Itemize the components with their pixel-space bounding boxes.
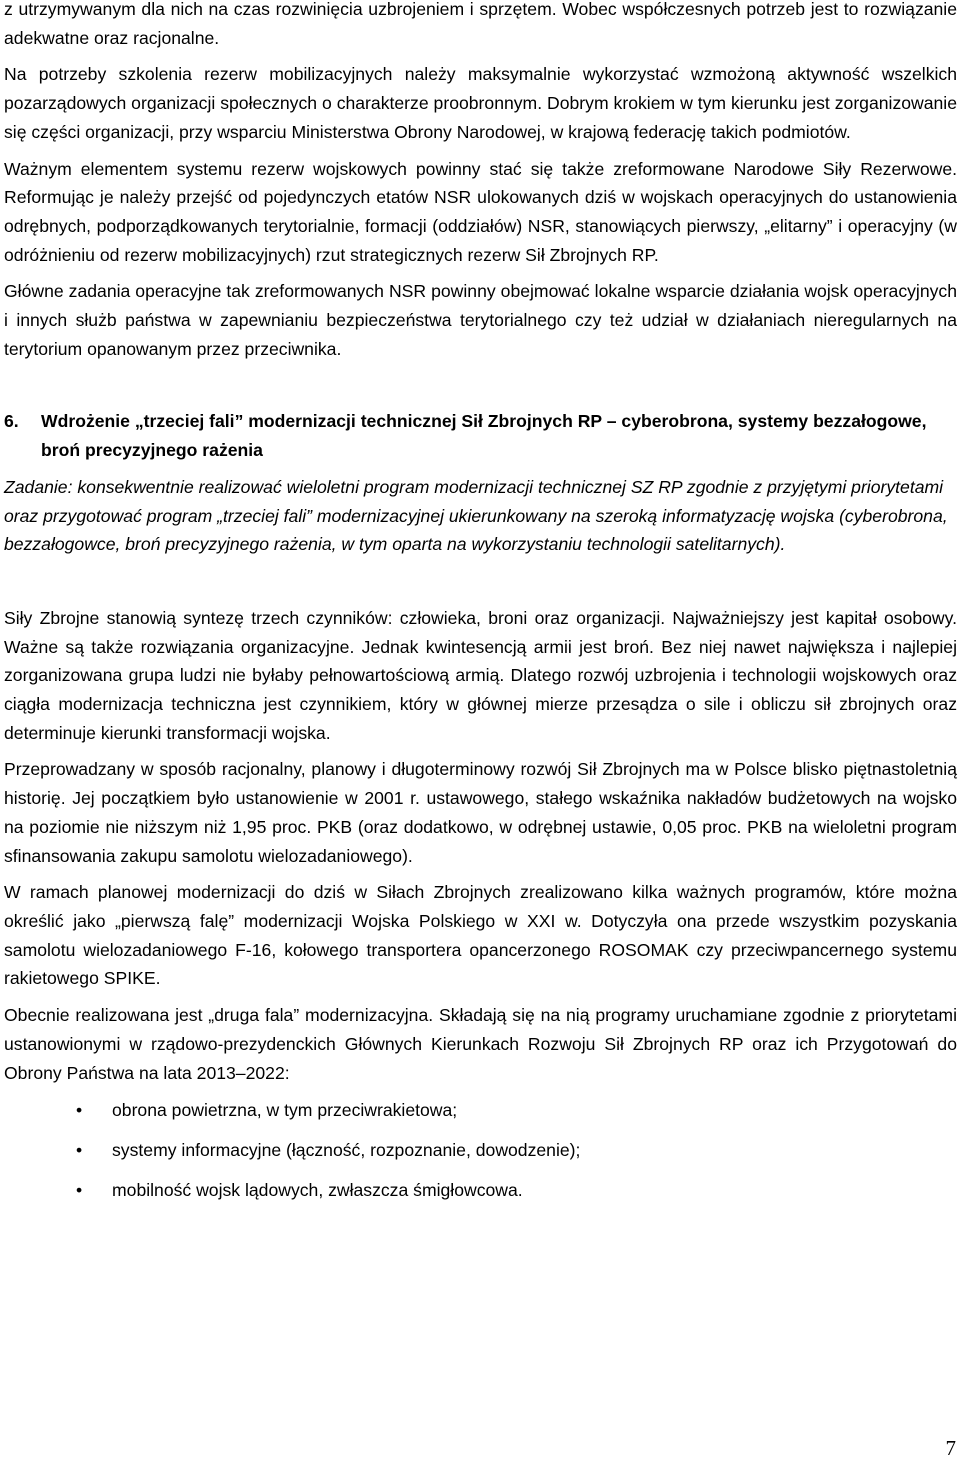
paragraph-6: Przeprowadzany w sposób racjonalny, planowy i długoterminowy rozwój Sił Zbrojnych ma w Polsce blisko piętnastoletnią historię. Jej początkiem było ustanowienie w 2001 r. ustawowego, stałego wskaźnika nakładów budżetowych na wojsko na poziomie nie niższym niż 1,95 proc. PKB (oraz dodatkowo, w odrębnej ustawie, 0,05 proc. PKB na wieloletni program sfinansowania zakupu samolotu wielozadaniowego). xyxy=(4,759,957,866)
bullet-icon: • xyxy=(76,1139,83,1160)
paragraph-7: W ramach planowej modernizacji do dziś w Siłach Zbrojnych zrealizowano kilka ważnych programów, które można określić jako „pierwszą falę” modernizacji Wojska Polskiego w XXI w. Dotyczyła ona przede wszystkim pozyskania samolotu wielozadaniowego F-16, kołowego transportera opancerzonego ROSOMAK czy przeciwpancernego systemu rakietowego SPIKE. xyxy=(4,882,957,989)
list-item-text: mobilność wojsk lądowych, zwłaszcza śmigłowcowa. xyxy=(112,1179,523,1200)
section-title: Wdrożenie „trzeciej fali” modernizacji technicznej Sił Zbrojnych RP – cyberobrona, systemy bezzałogowe, broń precyzyjnego rażenia xyxy=(41,411,927,461)
paragraph-1: z utrzymywanym dla nich na czas rozwinięcia uzbrojeniem i sprzętem. Wobec współczesnych potrzeb jest to rozwiązanie adekwatne oraz racjonalne. xyxy=(4,0,957,48)
list-item-text: obrona powietrzna, w tym przeciwrakietowa; xyxy=(112,1100,458,1121)
bullet-icon: • xyxy=(76,1100,83,1121)
paragraph-3: Ważnym elementem systemu rezerw wojskowych powinny stać się także zreformowane Narodowe Siły Rezerwowe. Reformując je należy przejść od pojedynczych etatów NSR ulokowanych dziś w wojskach operacyjnych do ustanowienia odrębnych, podporządkowanych terytorialnie, formacji (oddziałów) NSR, stanowiących pierwszy, „elitarny” i operacyjny (w odróżnieniu od rezerw mobilizacyjnych) rzut strategicznych rezerw Sił Zbrojnych RP. xyxy=(4,158,957,265)
document-body xyxy=(4,0,957,1215)
list-item-text: systemy informacyjne (łączność, rozpoznanie, dowodzenie); xyxy=(112,1139,581,1160)
page-number: 7 xyxy=(945,1436,956,1460)
section-heading xyxy=(4,407,957,464)
bullet-icon: • xyxy=(76,1179,83,1200)
list-item xyxy=(4,1136,957,1165)
paragraph-4: Główne zadania operacyjne tak zreformowanych NSR powinny obejmować lokalne wsparcie działania wojsk operacyjnych i innych służb państwa w zapewnianiu bezpieczeństwa terytorialnego czy też udział w działaniach nieregularnych na terytorium opanowanym przez przeciwnika. xyxy=(4,281,957,359)
paragraph-5: Siły Zbrojne stanowią syntezę trzech czynników: człowieka, broni oraz organizacji. Najważniejszy jest kapitał osobowy. Ważne są także rozwiązania organizacyjne. Jednak kwintesencją armii jest broń. Bez niej nawet największa i najlepiej zorganizowana grupa ludzi nie byłaby pełnowartościową armią. Dlatego rozwój uzbrojenia i technologii wojskowych oraz ciągła modernizacja techniczna jest czynnikiem, który w głównej mierze przesądza o sile i obliczu sił zbrojnych oraz determinuje kierunki transformacji wojska. xyxy=(4,607,957,743)
paragraph-8: Obecnie realizowana jest „druga fala” modernizacyjna. Składają się na nią programy uruchamiane zgodnie z priorytetami ustanowionymi w rządowo-prezydenckich Głównych Kierunkach Rozwoju Sił Zbrojnych RP oraz ich Przygotowań do Obrony Państwa na lata 2013–2022: xyxy=(4,1005,957,1083)
list-item xyxy=(4,1096,957,1125)
section-number: 6. xyxy=(4,411,19,432)
list-item xyxy=(4,1176,957,1205)
section-task: Zadanie: konsekwentnie realizować wieloletni program modernizacji technicznej SZ RP zgodnie z przyjętymi priorytetami oraz przygotować program „trzeciej fali” modernizacyjnej ukierunkowany na szeroką informatyzację wojska (cyberobrona, bezzałogowce, broń precyzyjnego rażenia, w tym oparta na wykorzystaniu technologii satelitarnych). xyxy=(4,476,948,555)
bullet-list xyxy=(4,1096,957,1204)
paragraph-2: Na potrzeby szkolenia rezerw mobilizacyjnych należy maksymalnie wykorzystać wzmożoną aktywność wszelkich pozarządowych organizacji społecznych o charakterze proobronnym. Dobrym krokiem w tym kierunku jest zorganizowanie się części organizacji, przy wsparciu Ministerstwa Obrony Narodowej, w krajową federację takich podmiotów. xyxy=(4,64,957,142)
